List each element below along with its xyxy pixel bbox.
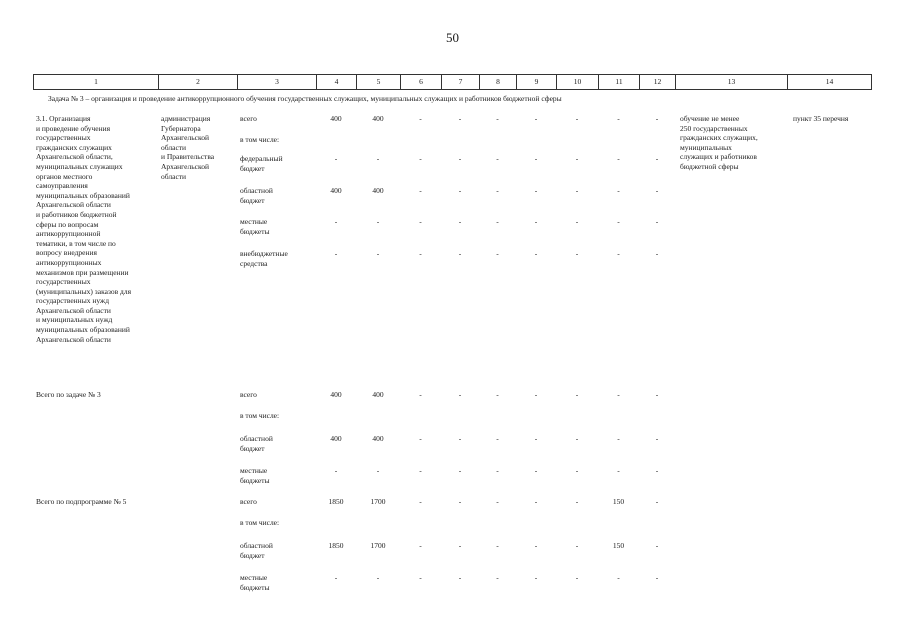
funding-source: областной бюджет [240, 434, 273, 453]
dash-col-6: - [419, 114, 422, 123]
dash-col-6: - [419, 573, 422, 582]
header-col-6: 6 [401, 75, 442, 90]
dash-col-10: - [575, 114, 579, 123]
dash-col-9: - [534, 217, 538, 226]
value-col-5: 400 [372, 390, 384, 399]
dash-col-10: - [575, 497, 579, 506]
dash-col-8: - [496, 573, 499, 582]
dash-col-10: - [575, 217, 579, 226]
value-col-4: 400 [330, 186, 342, 195]
dash-col-10: - [575, 573, 579, 582]
dash-col-8: - [496, 497, 499, 506]
header-col-7: 7 [442, 75, 480, 90]
value-col-11: 150 [612, 541, 625, 550]
funding-source: внебюджетные средства [240, 249, 288, 268]
dash-col-7: - [458, 114, 462, 123]
value-col-5: 1700 [370, 497, 386, 506]
header-col-8: 8 [480, 75, 517, 90]
dash-col-8: - [496, 541, 499, 550]
dash-col-12: - [655, 466, 659, 475]
value-col-5: - [376, 573, 380, 582]
dash-col-6: - [419, 466, 422, 475]
dash-col-9: - [534, 390, 538, 399]
funding-source: областной бюджет [240, 186, 273, 205]
value-col-11: - [617, 217, 620, 226]
dash-col-12: - [655, 434, 659, 443]
header-col-1: 1 [34, 75, 159, 90]
page-number: 50 [446, 30, 459, 45]
dash-col-12: - [655, 497, 659, 506]
executor: администрация Губернатора Архангельской области и Правительства Архангельской области [161, 114, 215, 181]
dash-col-7: - [458, 217, 462, 226]
value-col-4: - [334, 154, 338, 163]
dash-col-7: - [458, 249, 462, 258]
dash-col-9: - [534, 434, 538, 443]
dash-col-10: - [575, 249, 579, 258]
item-name: 3.1. Организация и проведение обучения государственных гражданских служащих Архангельской области, муниципальных служащих органов местного самоуправления муниципальных образований Архангельской области и работников бюджетной сферы по вопросам антикоррупционной тематики, в том числе по вопросу внедрения антикоррупционных механизмов при размещении государственных (муниципальных) заказов для государственных нужд Архангельской области и муниципальных нужд муниципальных образований Архангельской области [36, 114, 132, 344]
dash-col-8: - [496, 249, 499, 258]
value-col-11: - [617, 390, 620, 399]
dash-col-8: - [496, 114, 499, 123]
dash-col-12: - [655, 390, 659, 399]
funding-source: всего [240, 497, 257, 506]
dash-col-8: - [496, 466, 499, 475]
header-col-4: 4 [317, 75, 357, 90]
dash-col-7: - [458, 390, 462, 399]
header-col-5: 5 [357, 75, 401, 90]
header-col-3: 3 [238, 75, 317, 90]
dash-col-6: - [419, 154, 422, 163]
dash-col-7: - [458, 466, 462, 475]
task-title: Задача № 3 – организация и проведение антикоррупционного обучения государственных служащих, муниципальных служащих и работников бюджетной сферы [48, 94, 562, 103]
value-col-11: - [617, 154, 620, 163]
value-col-5: - [376, 154, 380, 163]
dash-col-7: - [458, 497, 462, 506]
funding-source: в том числе: [240, 135, 280, 144]
dash-col-9: - [534, 154, 538, 163]
value-col-11: - [617, 466, 620, 475]
dash-col-9: - [534, 249, 538, 258]
group-total-label: Всего по задаче № 3 [36, 390, 101, 399]
value-col-4: 1850 [328, 541, 344, 550]
dash-col-10: - [575, 390, 579, 399]
dash-col-10: - [575, 154, 579, 163]
dash-col-10: - [575, 541, 579, 550]
dash-col-9: - [534, 114, 538, 123]
funding-source: местные бюджеты [240, 217, 270, 236]
dash-col-8: - [496, 390, 499, 399]
header-col-12: 12 [640, 75, 676, 90]
value-col-4: - [334, 217, 338, 226]
funding-source: в том числе: [240, 518, 280, 527]
dash-col-10: - [575, 186, 579, 195]
dash-col-6: - [419, 434, 422, 443]
dash-col-12: - [655, 114, 659, 123]
value-col-11: - [617, 434, 620, 443]
header-col-2: 2 [159, 75, 238, 90]
dash-col-8: - [496, 434, 499, 443]
value-col-4: - [334, 573, 338, 582]
value-col-4: - [334, 466, 338, 475]
value-col-5: - [376, 466, 380, 475]
dash-col-12: - [655, 154, 659, 163]
dash-col-6: - [419, 186, 422, 195]
dash-col-7: - [458, 434, 462, 443]
dash-col-12: - [655, 186, 659, 195]
dash-col-9: - [534, 466, 538, 475]
value-col-11: - [617, 249, 620, 258]
dash-col-12: - [655, 541, 659, 550]
reference: пункт 35 перечня [793, 114, 849, 123]
value-col-5: - [376, 217, 380, 226]
funding-source: федеральный бюджет [240, 154, 283, 173]
dash-col-7: - [458, 573, 462, 582]
dash-col-8: - [496, 154, 499, 163]
value-col-11: - [617, 186, 620, 195]
funding-source: местные бюджеты [240, 466, 270, 485]
value-col-11: - [617, 573, 620, 582]
value-col-5: 400 [372, 114, 384, 123]
value-col-5: - [376, 249, 380, 258]
dash-col-6: - [419, 217, 422, 226]
value-col-4: - [334, 249, 338, 258]
value-col-11: - [617, 114, 620, 123]
dash-col-6: - [419, 541, 422, 550]
dash-col-7: - [458, 541, 462, 550]
dash-col-10: - [575, 434, 579, 443]
dash-col-12: - [655, 249, 659, 258]
funding-source: в том числе: [240, 411, 280, 420]
dash-col-8: - [496, 186, 499, 195]
dash-col-6: - [419, 497, 422, 506]
value-col-4: 1850 [328, 497, 344, 506]
dash-col-6: - [419, 390, 422, 399]
dash-col-7: - [458, 154, 462, 163]
dash-col-9: - [534, 186, 538, 195]
value-col-11: 150 [612, 497, 625, 506]
dash-col-9: - [534, 541, 538, 550]
dash-col-12: - [655, 217, 659, 226]
header-col-14: 14 [788, 75, 872, 90]
funding-source: всего [240, 390, 257, 399]
group-total-label: Всего по подпрограмме № 5 [36, 497, 127, 506]
funding-source: областной бюджет [240, 541, 273, 560]
column-header-row [33, 74, 872, 90]
value-col-4: 400 [330, 434, 342, 443]
header-col-9: 9 [517, 75, 557, 90]
dash-col-9: - [534, 497, 538, 506]
value-col-4: 400 [330, 390, 342, 399]
header-col-11: 11 [599, 75, 640, 90]
dash-col-8: - [496, 217, 499, 226]
dash-col-7: - [458, 186, 462, 195]
value-col-5: 400 [372, 186, 384, 195]
expected-result: обучение не менее 250 государственных гражданских служащих, муниципальных служащих и работников бюджетной сферы [680, 114, 758, 171]
funding-source: местные бюджеты [240, 573, 270, 592]
value-col-5: 1700 [370, 541, 386, 550]
funding-source: всего [240, 114, 257, 123]
dash-col-6: - [419, 249, 422, 258]
dash-col-9: - [534, 573, 538, 582]
value-col-5: 400 [372, 434, 384, 443]
dash-col-12: - [655, 573, 659, 582]
value-col-4: 400 [330, 114, 342, 123]
dash-col-10: - [575, 466, 579, 475]
header-col-13: 13 [676, 75, 788, 90]
header-col-10: 10 [557, 75, 599, 90]
